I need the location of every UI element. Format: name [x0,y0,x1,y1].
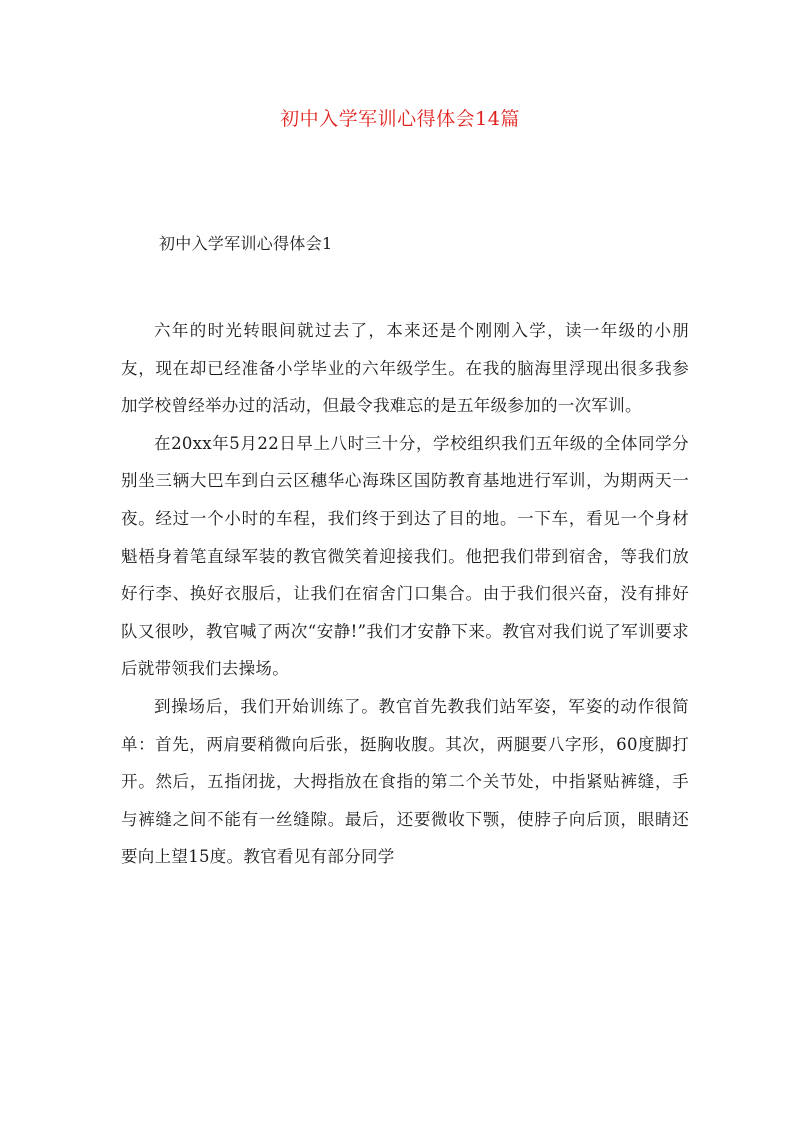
paragraph: 在20xx年5月22日早上八时三十分，学校组织我们五年级的全体同学分别坐三辆大巴车到白云区穗华心海珠区国防教育基地进行军训，为期两天一夜。经过一个小时的车程，我们终于到达了目的地。一下车，看见一个身材魁梧身着笔直绿军装的教官微笑着迎接我们。他把我们带到宿舍，等我们放好行李、换好衣服后，让我们在宿舍门口集合。由于我们很兴奋，没有排好队又很吵，教官喊了两次“安静!”我们才安静下来。教官对我们说了军训要求后就带领我们去操场。 [121,433,689,679]
document-body [121,312,689,876]
document-title: 初中入学军训心得体会14篇 [280,108,520,130]
paragraph: 六年的时光转眼间就过去了，本来还是个刚刚入学，读一年级的小朋友，现在却已经准备小学毕业的六年级学生。在我的脑海里浮现出很多我参加学校曾经举办过的活动，但最令我难忘的是五年级参加的一次军训。 [121,321,689,416]
section-heading: 初中入学军训心得体会1 [159,234,333,253]
paragraph: 到操场后，我们开始训练了。教官首先教我们站军姿，军姿的动作很简单：首先，两肩要稍微向后张，挺胸收腹。其次，两腿要八字形，60度脚打开。然后，五指闭拢，大拇指放在食指的第二个关节处，中指紧贴裤缝，手与裤缝之间不能有一丝缝隙。最后，还要微收下颚，使脖子向后顶，眼睛还要向上望15度。教官看见有部分同学 [121,696,689,867]
